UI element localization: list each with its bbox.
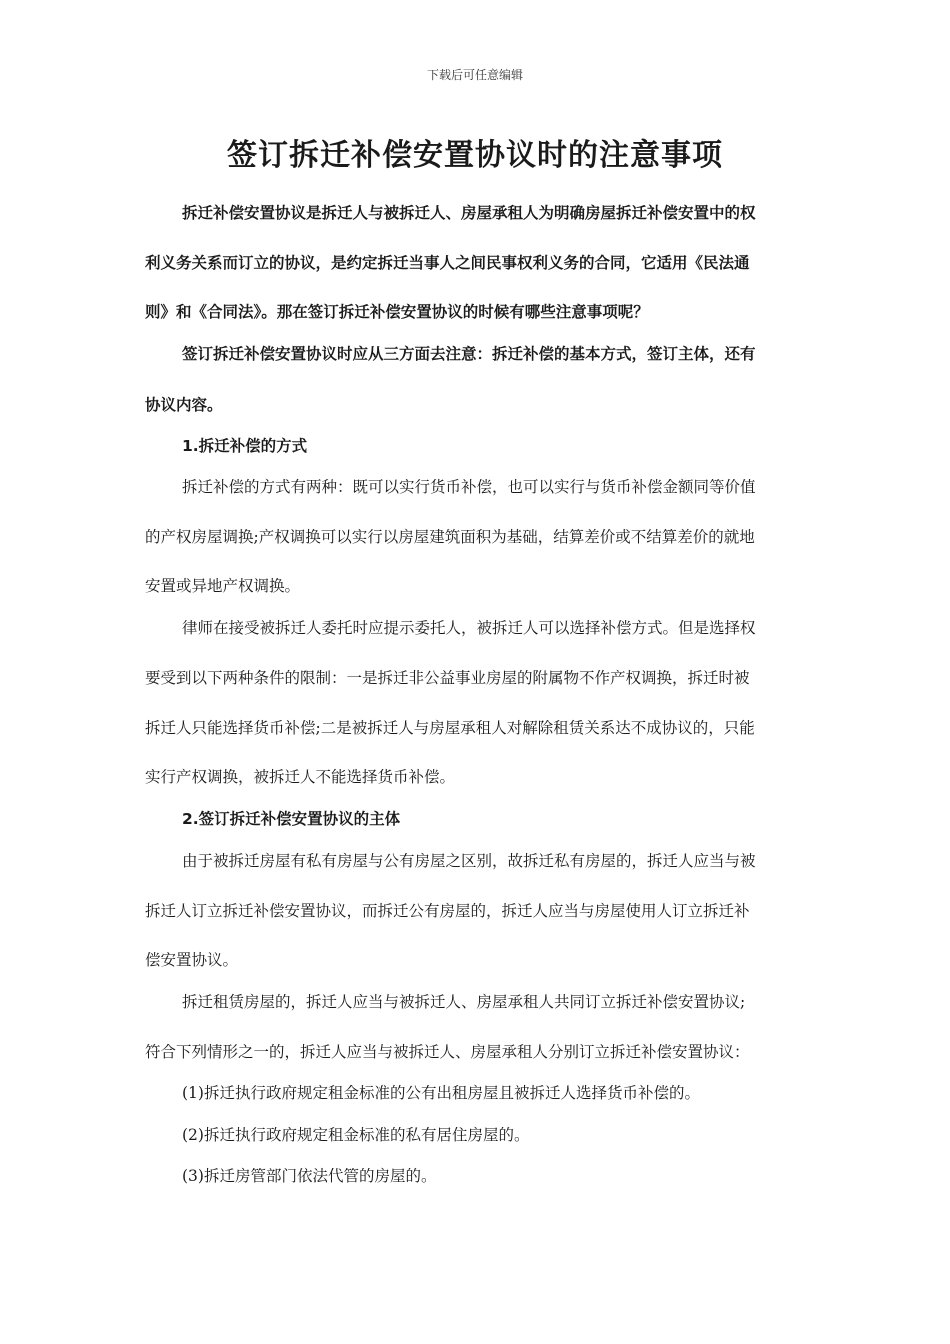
section-heading-1: 1.拆迁补偿的方式 [182,437,308,455]
document-title: 签订拆迁补偿安置协议时的注意事项 [227,138,723,173]
list-item-1: (1)拆迁执行政府规定租金标准的公有出租房屋且被拆迁人选择货币补偿的。 [182,1084,700,1102]
paragraph-line: 律师在接受被拆迁人委托时应提示委托人，被拆迁人可以选择补偿方式。但是选择权 [182,619,756,637]
paragraph-line: 拆迁人只能选择货币补偿;二是被拆迁人与房屋承租人对解除租赁关系达不成协议的，只能 [145,719,755,737]
summary-line-1: 签订拆迁补偿安置协议时应从三方面去注意：拆迁补偿的基本方式，签订主体，还有 [182,345,756,363]
paragraph-line: 由于被拆迁房屋有私有房屋与公有房屋之区别，故拆迁私有房屋的，拆迁人应当与被 [182,852,756,870]
paragraph-line: 拆迁人订立拆迁补偿安置协议，而拆迁公有房屋的，拆迁人应当与房屋使用人订立拆迁补 [145,902,750,920]
header-note: 下载后可任意编辑 [426,68,523,82]
paragraph-line: 要受到以下两种条件的限制：一是拆迁非公益事业房屋的附属物不作产权调换，拆迁时被 [145,669,750,687]
intro-line-2: 利义务关系而订立的协议，是约定拆迁当事人之间民事权利义务的合同，它适用《民法通 [145,254,750,272]
summary-line-2: 协议内容。 [145,396,223,414]
paragraph-line: 拆迁租赁房屋的，拆迁人应当与被拆迁人、房屋承租人共同订立拆迁补偿安置协议; [182,993,746,1011]
list-item-2: (2)拆迁执行政府规定租金标准的私有居住房屋的。 [182,1126,530,1144]
paragraph-line: 符合下列情形之一的，拆迁人应当与被拆迁人、房屋承租人分别订立拆迁补偿安置协议： [145,1043,750,1061]
paragraph-line: 实行产权调换，被拆迁人不能选择货币补偿。 [145,768,456,786]
intro-line-3: 则》和《合同法》。那在签订拆迁补偿安置协议的时候有哪些注意事项呢？ [145,303,649,321]
section-heading-2: 2.签订拆迁补偿安置协议的主体 [182,810,401,828]
paragraph-line: 安置或异地产权调换。 [145,577,301,595]
paragraph-line: 的产权房屋调换;产权调换可以实行以房屋建筑面积为基础，结算差价或不结算差价的就地 [145,528,755,546]
intro-line-1: 拆迁补偿安置协议是拆迁人与被拆迁人、房屋承租人为明确房屋拆迁补偿安置中的权 [182,204,756,222]
list-item-3: (3)拆迁房管部门依法代管的房屋的。 [182,1167,437,1185]
paragraph-line: 偿安置协议。 [145,951,239,969]
paragraph-line: 拆迁补偿的方式有两种：既可以实行货币补偿，也可以实行与货币补偿金额同等价值 [182,478,756,496]
